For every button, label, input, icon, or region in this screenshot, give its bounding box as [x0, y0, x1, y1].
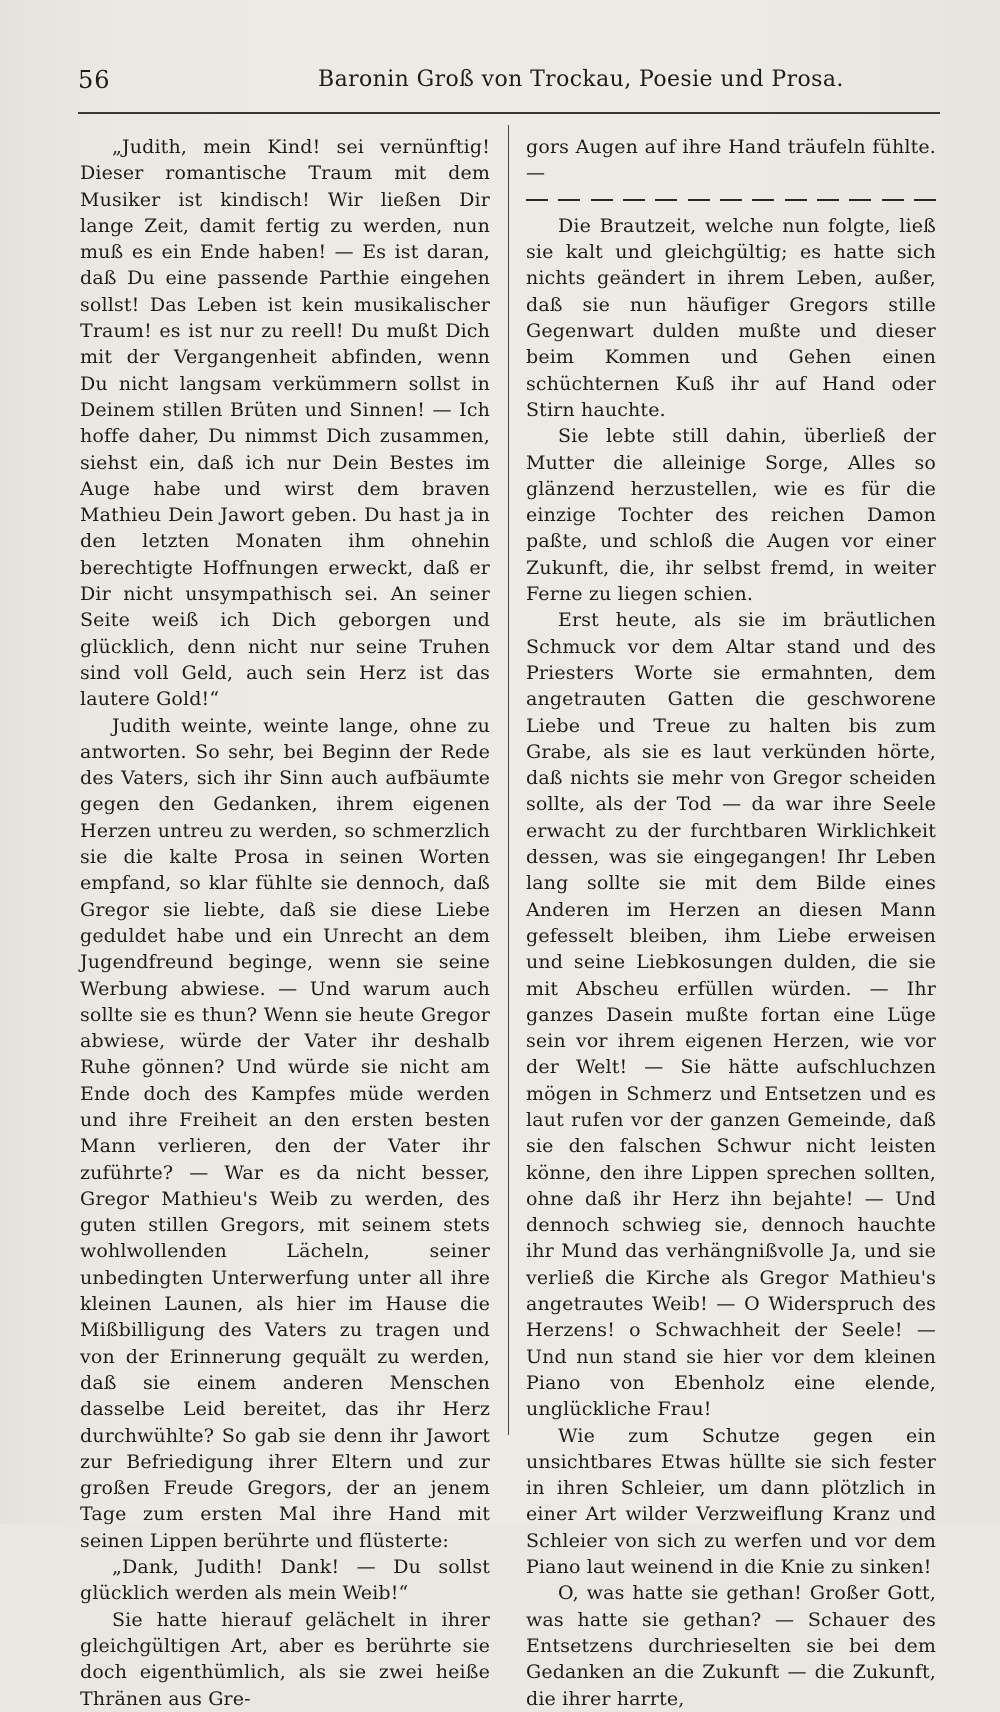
paragraph: „Judith, mein Kind! sei vernünftig! Dieser romantische Traum mit dem Musiker ist kindisch! Wir ließen Dir lange Zeit, damit fertig zu werden, nun muß es ein Ende haben! — Es ist daran, daß Du eine passende Parthie eingehen sollst! Das Leben ist kein musikalischer Traum! es ist nur zu reell! Du mußt Dich mit der Vergangenheit abfinden, wenn Du nicht langsam verkümmern sollst in Deinem stillen Brüten und Sinnen! — Ich hoffe daher, Du nimmst Dich zusammen, siehst ein, daß ich nur Dein Bestes im Auge habe und wirst dem braven Mathieu Dein Jawort geben. Du hast ja in den letzten Monaten ihm ohnehin berechtigte Hoffnungen erweckt, daß er Dir nicht unsympathisch sei. An seiner Seite weiß ich Dich geborgen und glücklich, denn nicht nur seine Truhen sind voll Geld, auch sein Herz ist das lautere Gold!“ [80, 136, 490, 711]
column-divider [508, 125, 509, 1435]
paragraph-continuation: gors Augen auf ihre Hand träufeln fühlte. — [526, 136, 936, 185]
paragraph: Sie lebte still dahin, überließ der Mutter die alleinige Sorge, Alles so glänzend herzustellen, wie es für die einzige Tochter des reichen Damon paßte, und schloß die Augen vor einer Zukunft, die, ihr selbst fremd, in weiter Ferne zu liegen schien. [526, 425, 936, 606]
header-rule [78, 112, 940, 114]
page-number: 56 [78, 66, 111, 94]
page-header [78, 66, 938, 102]
paragraph: Sie hatte hierauf gelächelt in ihrer gleichgültigen Art, aber es berührte sie doch eigenthümlich, als sie zwei heiße Thränen aus Gre- [80, 1608, 490, 1710]
running-title: Baronin Groß von Trockau, Poesie und Prosa. [318, 67, 844, 92]
paragraph: O, was hatte sie gethan! Großer Gott, was hatte sie gethan? — Schauer des Entsetzens durchrieselten sie bei dem Gedanken an die Zukunft — die Zukunft, die ihrer harrte, [526, 1582, 936, 1710]
section-dash-separator [526, 187, 936, 213]
paragraph: Erst heute, als sie im bräutlichen Schmuck vor dem Altar stand und des Priesters Worte sie ermahnten, dem angetrauten Gatten die geschworene Liebe und Treue zu halten bis zum Grabe, als sie es laut verkünden hörte, daß nichts sie mehr von Gregor scheiden sollte, als der Tod — da war ihre Seele erwacht zu der furchtbaren Wirklichkeit dessen, was sie eingegangen! Ihr Leben lang sollte sie mit dem Bilde eines Anderen im Herzen an diesen Mann gefesselt bleiben, ihm Liebe erweisen und seine Liebkosungen dulden, die sie mit Abscheu erfüllen würden. — Ihr ganzes Dasein mußte fortan eine Lüge sein vor ihrem eigenen Herzen, wie vor der Welt! — Sie hätte aufschluchzen mögen in Schmerz und Entsetzen und es laut rufen vor der ganzen Gemeinde, daß sie den falschen Schwur nicht leisten könne, den ihre Lippen sprechen sollten, ohne daß ihr Herz ihn bejahte! — Und dennoch schwieg sie, dennoch hauchte ihr Mund das verhängnißvolle Ja, und sie verließ die Kirche als Gregor Mathieu's angetrautes Weib! — O Widerspruch des Herzens! o Schwachheit der Seele! — Und nun stand sie hier vor dem kleinen Piano von Ebenholz eine elende, unglückliche Frau! [526, 609, 936, 1421]
paragraph: Judith weinte, weinte lange, ohne zu antworten. So sehr, bei Beginn der Rede des Vaters, sich ihr Sinn auch aufbäumte gegen den Gedanken, ihrem eigenen Herzen untreu zu werden, so schmerzlich sie die kalte Prosa in seinen Worten empfand, so klar fühlte sie dennoch, daß Gregor sie liebte, daß sie diese Liebe geduldet habe und ein Unrecht an dem Jugendfreund beginge, wenn sie seine Werbung abwiese. — Und warum auch sollte sie es thun? Wenn sie heute Gregor abwiese, würde der Vater ihr deshalb Ruhe gönnen? Und würde sie nicht am Ende doch des Kampfes müde werden und ihre Freiheit an den ersten besten Mann verlieren, den der Vater ihr zuführte? — War es da nicht besser, Gregor Mathieu's Weib zu werden, des guten stillen Gregors, mit seinem stets wohlwollenden Lächeln, seiner unbedingten Unterwerfung unter all ihre kleinen Launen, als hier im Hause die Mißbilligung des Vaters zu tragen und von der Erinnerung gequält zu werden, daß sie einem anderen Menschen dasselbe Leid bereitet, das ihr Herz durchwühlte? So gab sie denn ihr Jawort zur Befriedigung ihrer Eltern und zur großen Freude Gregors, der an jenem Tage zum ersten Mal ihre Hand mit seinen Lippen berührte und flüsterte: [80, 714, 490, 1552]
right-column [526, 134, 936, 1712]
paragraph: „Dank, Judith! Dank! — Du sollst glücklich werden als mein Weib!“ [80, 1556, 490, 1605]
paragraph: Wie zum Schutze gegen ein unsichtbares Etwas hüllte sie sich fester in ihren Schleier, um dann plötzlich in einer Art wilder Verzweiflung Kranz und Schleier von sich zu werfen und vor dem Piano laut weinend in die Knie zu sinken! [526, 1424, 936, 1579]
left-column [80, 134, 490, 1712]
paragraph: Die Brautzeit, welche nun folgte, ließ sie kalt und gleichgültig; es hatte sich nichts geändert in ihrem Leben, außer, daß sie nun häufiger Gregors stille Gegenwart dulden mußte und dieser beim Kommen und Gehen einen schüchternen Kuß ihr auf Hand oder Stirn hauchte. [526, 214, 936, 421]
